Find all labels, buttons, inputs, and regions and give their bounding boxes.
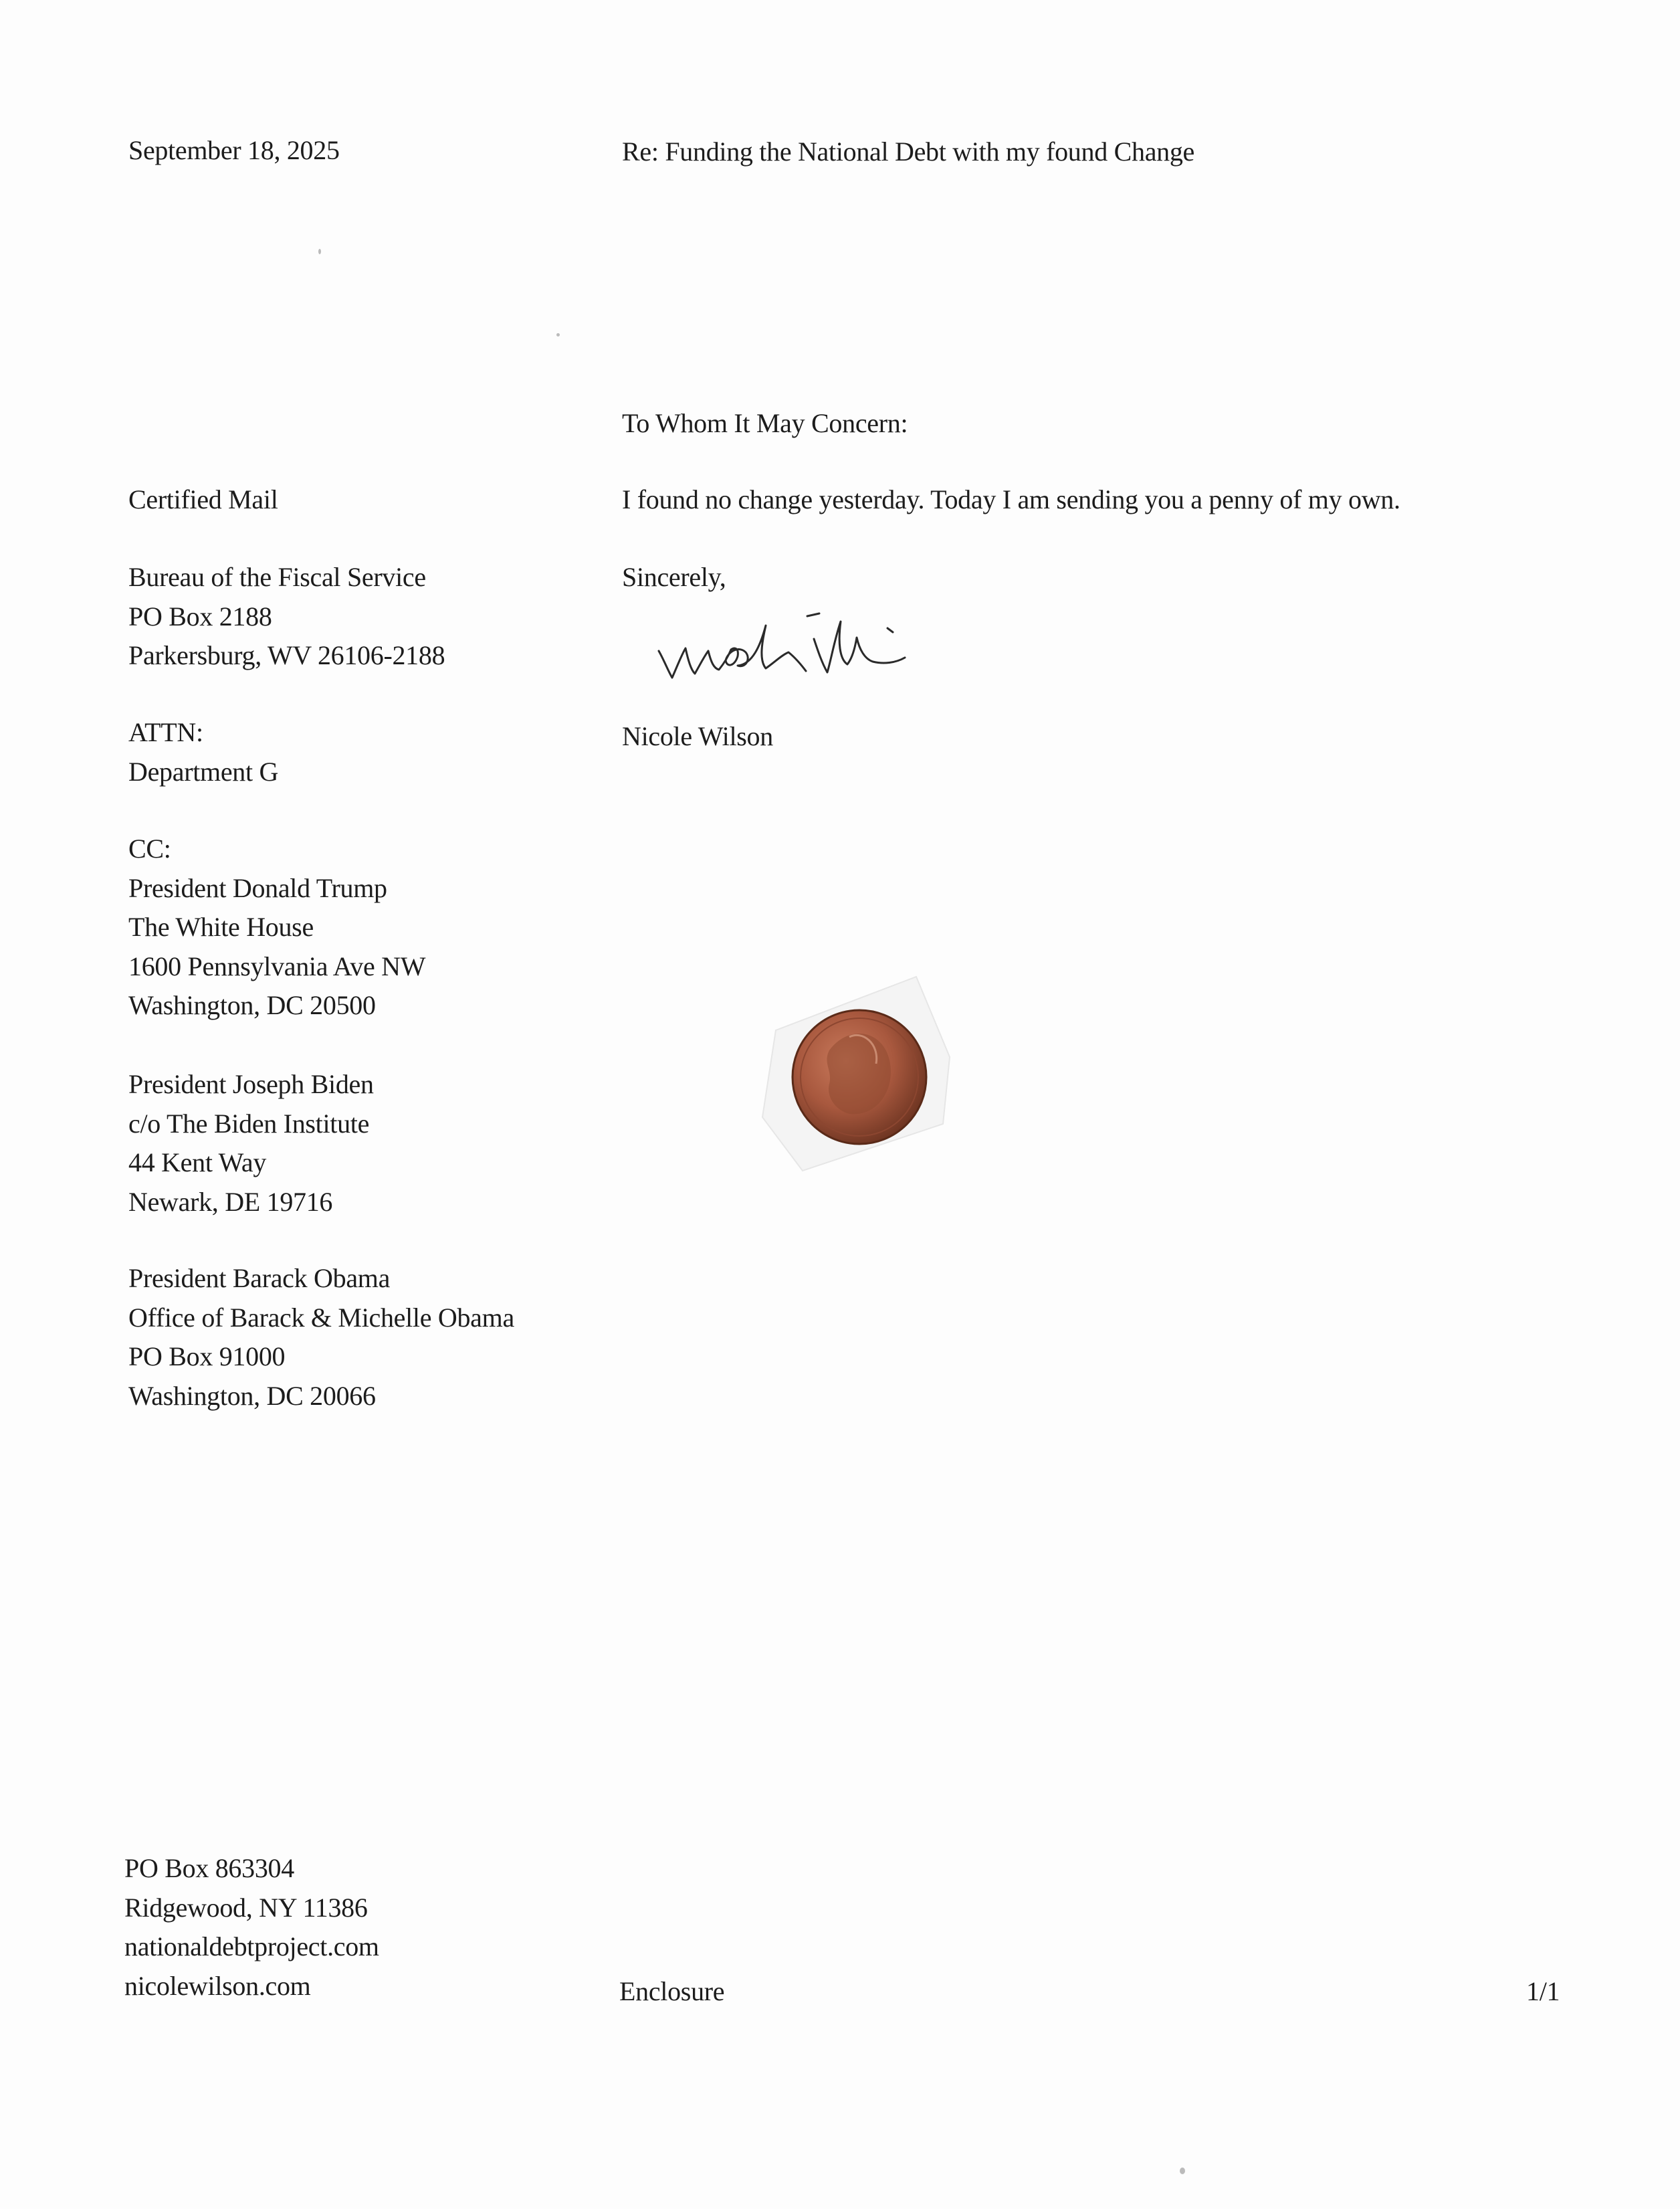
- handwritten-signature: [652, 599, 986, 699]
- enclosure-note: Enclosure: [619, 1976, 725, 2006]
- letter-date: September 18, 2025: [128, 135, 340, 165]
- scan-speck: [318, 249, 321, 254]
- subject-line: Re: Funding the National Debt with my found Change: [622, 136, 1194, 167]
- recipient-city: Parkersburg, WV 26106-2188: [128, 640, 445, 670]
- cc-obama-name: President Barack Obama: [128, 1263, 391, 1293]
- scan-speck: [556, 333, 560, 337]
- penny-enclosure: [749, 950, 970, 1204]
- closing: Sincerely,: [622, 562, 726, 592]
- cc-label: CC:: [128, 834, 171, 864]
- cc-block: [128, 830, 425, 1026]
- cc-obama-address: [128, 1259, 514, 1416]
- recipient-address: [128, 558, 445, 676]
- recipient-po-box: PO Box 2188: [128, 601, 272, 632]
- sender-po-box: PO Box 863304: [124, 1853, 294, 1883]
- attention-block: [128, 713, 278, 791]
- cc-biden-street: 44 Kent Way: [128, 1147, 267, 1177]
- cc-trump-street: 1600 Pennsylvania Ave NW: [128, 951, 426, 981]
- cc-biden-name: President Joseph Biden: [128, 1069, 374, 1099]
- letter-body: I found no change yesterday. Today I am sending you a penny of my own.: [622, 484, 1400, 514]
- cc-biden-address: [128, 1065, 374, 1222]
- attn-value: Department G: [128, 756, 279, 787]
- cc-obama-city: Washington, DC 20066: [128, 1380, 376, 1411]
- attn-label: ATTN:: [128, 717, 203, 747]
- cc-trump-city: Washington, DC 20500: [128, 990, 376, 1020]
- cc-trump-line-2: The White House: [128, 912, 314, 942]
- cc-obama-line-2: Office of Barack & Michelle Obama: [128, 1302, 514, 1333]
- sender-city: Ridgewood, NY 11386: [124, 1892, 368, 1923]
- sender-website-personal: nicolewilson.com: [124, 1970, 311, 2001]
- cc-obama-po-box: PO Box 91000: [128, 1341, 286, 1371]
- scan-speck: [1180, 2168, 1185, 2174]
- page-number: 1/1: [1526, 1976, 1560, 2006]
- recipient-name: Bureau of the Fiscal Service: [128, 562, 426, 592]
- sender-website-project: nationaldebtproject.com: [124, 1931, 379, 1961]
- signer-name: Nicole Wilson: [622, 721, 773, 751]
- sender-address: [124, 1849, 379, 2006]
- cc-trump-name: President Donald Trump: [128, 872, 387, 903]
- cc-biden-line-2: c/o The Biden Institute: [128, 1108, 370, 1139]
- mail-method: Certified Mail: [128, 484, 278, 514]
- cc-biden-city: Newark, DE 19716: [128, 1186, 333, 1217]
- salutation: To Whom It May Concern:: [622, 408, 908, 438]
